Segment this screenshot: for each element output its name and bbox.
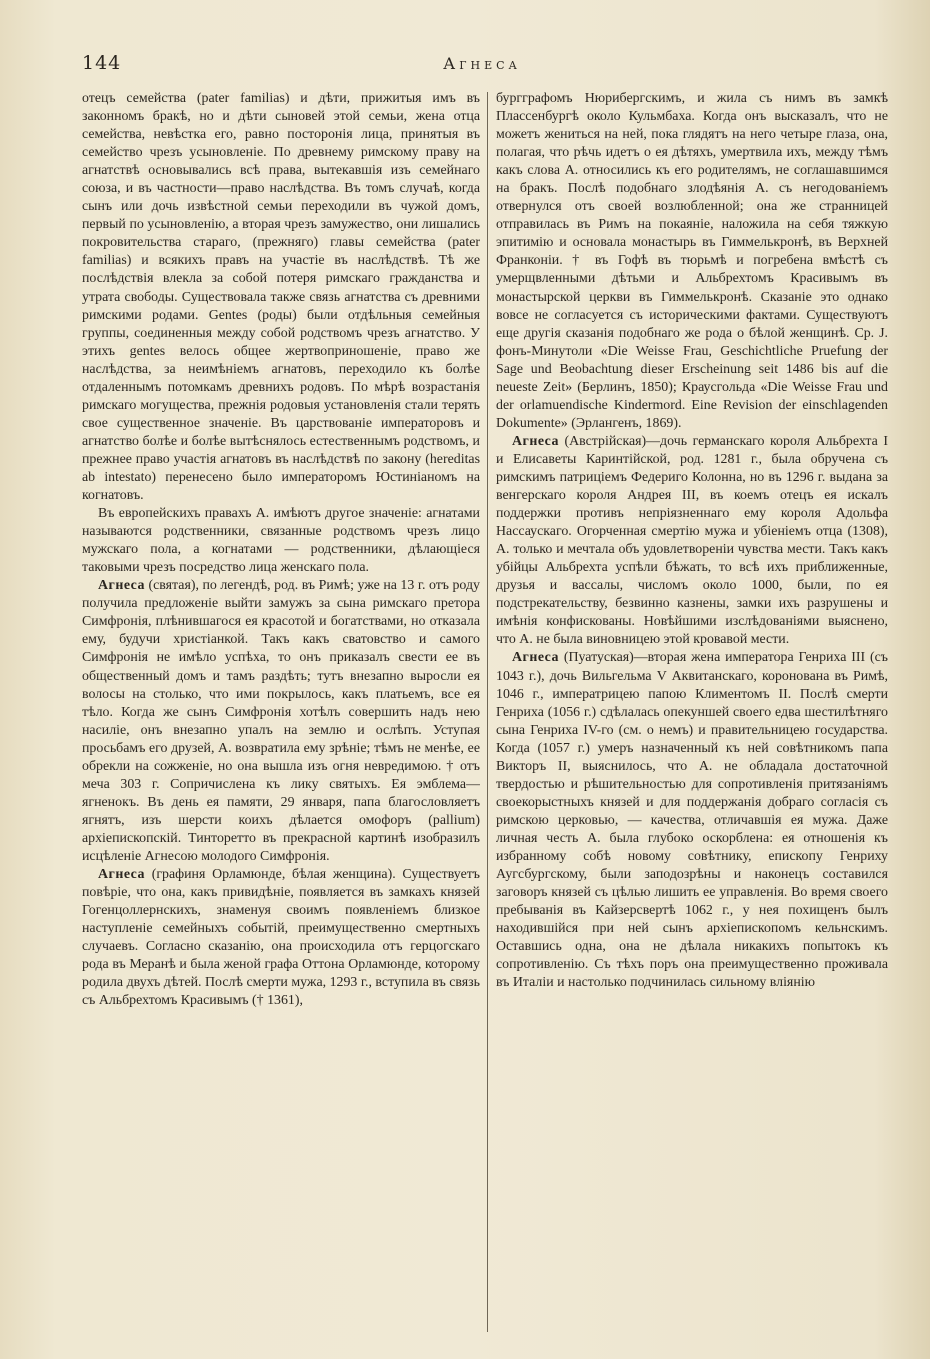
entry-headword: Агнеса [512,650,559,666]
left-column [82,90,480,1355]
page-number: 144 [82,52,122,74]
page-header [82,52,882,82]
entry-text: (Пуатуская)—вторая жена императора Генриха III (съ 1043 г.), дочь Вильгельма V Аквитанскаго, коронована въ Римѣ, 1046 г., императрицею папою Климентомъ II. Послѣ смерти Генриха (1056 г.) сдѣлалась опекуншей своего едва шестилѣтняго сына Генриха IV-го (см. о немъ) и правительницею государства. Когда (1057 г.) умеръ назначенный къ ней совѣтникомъ папа Викторъ II, выяснилось, что А. не обладала достаточной твердостью и рѣшительностью для сопротивленія притязаніямъ своекорыстныхъ князей и для поддержанія добраго согласія съ римскою церковью, — качества, отличавшія ея мужа. Даже личная честь А. была глубоко оскорблена: ея отношенія къ избранному собѣ новому совѣтнику, епископу Генриху Аугсбургскому, были заподозрѣны и наконецъ составился заговоръ князей съ цѣлью лишить ее управленія. Во время своего пребыванія въ Кайзерсвертѣ 1062 г., у нея похищенъ былъ находившійся при ней сынъ архіепископомъ кельнскимъ. Оставшись одна, она не дѣлала никакихъ попытокъ къ сопротивленію. Съ тѣхъ поръ она преимущественно проживала въ Италіи и настолько подчинилась сильному вліянію [496,650,888,991]
entry-agnes-orlamunde [82,866,480,1010]
entry-text: (святая), по легендѣ, род. въ Римѣ; уже на 13 г. отъ роду получила предложеніе выйти замужъ за сына римскаго претора Симфронія, плѣнившагося ея красотой и богатствами, но отказала ему, будучи христіанкой. Такъ какъ сватовство и самого Симфронія не имѣло успѣха, то онъ приказалъ свести ее въ общественный домъ и тамъ раздѣть; тутъ внезапно выросли ея волосы на столько, что ими покрылось, какъ платьемъ, все ея тѣло. Когда же сынъ Симфронія хотѣлъ совершить надъ нею насиліе, онъ внезапно упалъ на землю и ослѣпъ. Уступая просьбамъ его друзей, А. возвратила ему зрѣніе; тѣмъ не менѣе, ее обрекли на сожженіе, но она вышла изъ огня невредимою. † отъ меча 303 г. Сопричислена къ лику святыхъ. Ея эмблема—ягненокъ. Въ день ея памяти, 29 января, папа благословляетъ ягнятъ, изъ шерсти коихъ дѣлается омофоръ (pallium) архіепископскій. Тинторетто въ прекрасной картинѣ изобразилъ исцѣленіе Агнесою молодого Симфронія. [82,578,480,864]
entry-agnes-poitou [496,649,888,992]
column-divider [487,92,488,1332]
entry-agnes-saint [82,577,480,866]
entry-headword: Агнеса [98,867,145,883]
running-title: Агнеса [443,54,521,73]
entry-headword: Агнеса [98,578,145,594]
entry-headword: Агнеса [512,433,559,449]
agnation-continuation: отецъ семейства (pater familias) и дѣти, прижитыя имъ въ законномъ бракѣ, но и дѣти сыновей этой семьи, жена отца семейства, невѣстка его, равно посторонія лица, принятыя въ семейство чрезъ усыновленіе. По древнему римскому праву на агнатствѣ основывались всѣ права, вытекавшія изъ семейнаго союза, и въ частности—право наслѣдства. Въ томъ случаѣ, когда сынъ или дочь извѣстной семьи переходили въ чужой домъ, первый по усыновленію, а вторая чрезъ замужество, они лишались покровительства стараго, (прежняго) главы семейства (pater familias) и всякихъ правъ на участіе въ наслѣдствѣ. Тѣ же послѣдствія влекла за собой потеря римскаго гражданства и утрата свободы. Существовала также связь агнатства съ древними римскими родами. Gentes (роды) были отдѣльныя семейныя группы, соединенныя между собой родствомъ чрезъ агнатство. У этихъ gentes велось общее жертвоприношеніе, право же наслѣдства, за неимѣніемъ агнатовъ, переходило къ болѣе отдаленнымъ потомкамъ древнихъ родовъ. По мѣрѣ возрастанія римскаго могущества, прежнія родовыя установленія стали терять свое существенное значеніе. Въ царствованіе императоровъ и агнатство болѣе и болѣе вытѣснялось естественнымъ родствомъ, и прежнее право участія агнатовъ въ наслѣдствѣ по закону (hereditas ab intestato) перенесено было императоромъ Юстиніаномъ на когнатовъ. [82,91,480,504]
entry-text: (графиня Орламюнде, бѣлая женщина). Существуетъ повѣріе, что она, какъ привидѣніе, появляется въ замкахъ князей Гогенцоллернскихъ, знаменуя своимъ появленіемъ близкое наступленіе семейныхъ событій, преимущественно смертныхъ случаевъ. Согласно сказанію, она происходила отъ герцогскаго рода въ Меранѣ и была женой графа Оттона Орламюнде, которому родила двухъ дѣтей. Послѣ смерти мужа, 1293 г., вступила въ связь съ Альбрехтомъ Красивымъ († 1361), [82,867,480,1009]
entry-text: (Австрійская)—дочь германскаго короля Альбрехта I и Елисаветы Каринтійской, род. 1281 г., была обручена съ римскимъ патриціемъ Федериго Колонна, но въ 1296 г. выдана за венгерскаго короля Андрея III, въ коемъ отецъ ея искалъ поддержки противъ непріязненнаго ему короля Адольфа Нассаускаго. Огорченная смертію мужа и убіеніемъ отца (1308), А. только и мечтала объ удовлетвореніи чувства мести. Такъ какъ убійцы Альбрехта успѣли бѣжать, то всѣ ихъ приближенные, друзья и вассалы, числомъ около 1000, были, по ея подстрекательству, безвинно казнены, замки ихъ разрушены и имѣнія конфискованы. Новѣйшими изслѣдованіями выяснено, что А. не была виновницею этой кровавой мести. [496,433,888,648]
agnation-european-law: Въ европейскихъ правахъ А. имѣютъ другое значеніе: агнатами называются родственники, связанные родствомъ чрезъ лицо мужскаго пола, а когнатами — родственники, дѣлающіеся таковыми чрезъ посредство лица женскаго пола. [82,506,480,576]
orlamunde-continuation: бургграфомъ Нюрибергскимъ, и жила съ нимъ въ замкѣ Плассенбургѣ около Кульмбаха. Когда онъ высказалъ, что не можетъ жениться на ней, пока глядятъ на него четыре глаза, она, полагая, что рѣчь идетъ о ея дѣтяхъ, умертвила ихъ, между тѣмъ какъ слова А. относились къ его родителямъ, не соглашавшимся на бракъ. Послѣ подобнаго злодѣянія А. съ негодованіемъ отвернулся отъ своей возлюбленной; она же странницей отправилась въ Римъ на покаяніе, наложила на себя тяжкую эпитимію и основала монастырь въ Гиммелькронѣ, въ Верхней Франконіи. † въ Гофѣ въ тюрьмѣ и погребена вмѣстѣ съ умерщвленными дѣтьми и Альбрехтомъ Красивымъ въ монастырской церкви въ Гиммелькронѣ. Сказаніе это однако вовсе не согласуется съ историческими фактами. Существуютъ еще другія сказанія подобнаго же рода о бѣлой женщинѣ. Ср. J. фонъ-Минутоли «Die Weisse Frau, Geschichtliche Pruefung der Sage und Beobachtung dieser Erscheinung seit 1486 bis auf die neueste Zeit» (Берлинъ, 1850); Краусгольда «Die Weisse Frau und der orlamuendische Kindermord. Eine Revision der einschlagenden Dokumente» (Эрлангенъ, 1869). [496,91,888,431]
right-column [496,90,888,1355]
entry-agnes-austrian [496,433,888,650]
